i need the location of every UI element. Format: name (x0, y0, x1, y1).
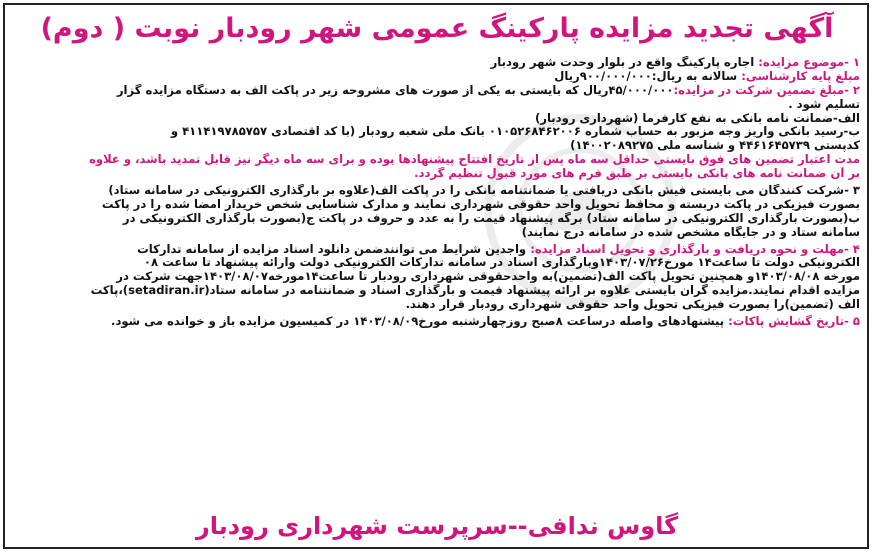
item-3-line-1: ۳ -شرکت کنندگان می بایستی فیش بانکی دریافتی یا ضمانتنامه بانکی را در پاکت الف(علاوه بر بارگذاری الکترونیکی در سامانه ستاد) (108, 184, 860, 198)
item-5-opening: ۵ -تاریخ گشایش پاکات: پیشنهادهای واصله درساعت ۸صبح روزچهارشنبه مورخ۱۴۰۳/۰۸/۰۹ در کمیسیون مزایده باز و خوانده می شود. (111, 315, 860, 329)
item-4-line-5: الف (تضمین)را بصورت فیزیکی تحویل واحد حقوقی شهرداری رودبار قرار دهند. (405, 298, 860, 312)
item-2-option-a: الف-ضمانت نامه بانکی به نفع کارفرما (شهرداری رودبار) (534, 111, 860, 125)
item-2-validity-cont: بر آن ضمانت نامه های بانکی بایستی بر طبق فرم های مورد قبول تنظیم گردد. (414, 167, 860, 181)
announcement-body (14, 56, 860, 329)
item-1-base-price: مبلغ پایه کارشناسی: سالانه به ریال:۹۰۰/۰۰۰/۰۰۰ریال (554, 69, 860, 83)
item-3-line-2: بصورت فیزیکی در پاکت دربسته و محافظ تحویل واحد حقوقی شهرداری نمایند و مدارک شناسایی شخص خریدار امضا شده را در پاکت (101, 197, 860, 211)
item-4-line-1: ۴ -مهلت و نحوه دریافت و بارگذاری و تحویل اسناد مزایده: واجدین شرایط می توانندضمن دانلود اسناد مزایده از سامانه تدارکات (137, 242, 860, 256)
item-2-guarantee-cont: تسلیم شود . (788, 97, 860, 111)
item-3-line-4: سامانه ستاد و در جایگاه مشخص شده در سامانه درج نمایند) (521, 225, 860, 239)
announcement-title: آگهی تجدید مزایده پارکینگ عمومی شهر رودبار نوبت ( دوم) (40, 13, 834, 44)
item-4-line-3: مورخه ۱۴۰۳/۰۸/۰۸و همچنین تحویل پاکت الف(تضمین)به واحدحقوقی شهرداری رودبار تا ساعت۱۴مورخه۱۴۰۳/۰۸/۰۷جهت شرکت در (116, 270, 860, 284)
item-2-guarantee: ۲ -مبلغ تضمین شرکت در مزایده:۴۵/۰۰۰/۰۰۰ریال که بایستی به یکی از صورت های مشروحه زیر در پاکت الف به دستگاه مزایده گزار (116, 83, 860, 97)
item-4-line-4: مزایده اقدام نمایند.مزایده گران بایستی علاوه بر ارائه پیشنهاد قیمت و بارگذاری اسناد و ضمانتنامه در سامانه ستاد(setadiran.ir)،پاکت (90, 284, 860, 298)
item-1-subject: ۱ -موضوع مزایده: اجاره پارکینگ واقع در بلوار وحدت شهر رودبار (490, 56, 860, 69)
signature-line: گاوس ندافی--سرپرست شهرداری رودبار (195, 512, 679, 540)
item-2-validity: مدت اعتبار تضمین های فوق بایستی حداقل سه ماه پس از تاریخ افتتاح پیشنهادها بوده و برای سه ماه دیگر نیز قابل تمدید باشد، و علاوه (89, 153, 860, 167)
item-2-option-b-cont: کدپستی ۴۴۶۱۶۴۵۷۳۹ و شناسه ملی ۱۴۰۰۲۰۸۹۲۷۵) (570, 139, 860, 153)
item-3-line-3: ب(بصورت بارگذاری الکترونیکی در سامانه ستاد) برگه پیشنهاد قیمت را به عدد و حروف در پاکت ج(بصورت بارگذاری الکترونیکی در (122, 211, 860, 225)
item-4-line-2: الکترونیکی دولت تا ساعت۱۴ مورخ۱۴۰۳/۰۷/۲۶وبارگذاری اسناد در سامانه تدارکات الکترونیکی دولت وارائه پیشنهاد تا ساعت ۰۸ (143, 256, 860, 270)
item-2-option-b: ب-رسید بانکی واریز وجه مزبور به حساب شماره ۰۱۰۵۲۶۸۴۶۲۰۰۶ بانک ملی شعبه رودبار (با کد اقتصادی ۴۱۱۴۱۹۷۸۵۷۵۷ و (170, 125, 860, 139)
